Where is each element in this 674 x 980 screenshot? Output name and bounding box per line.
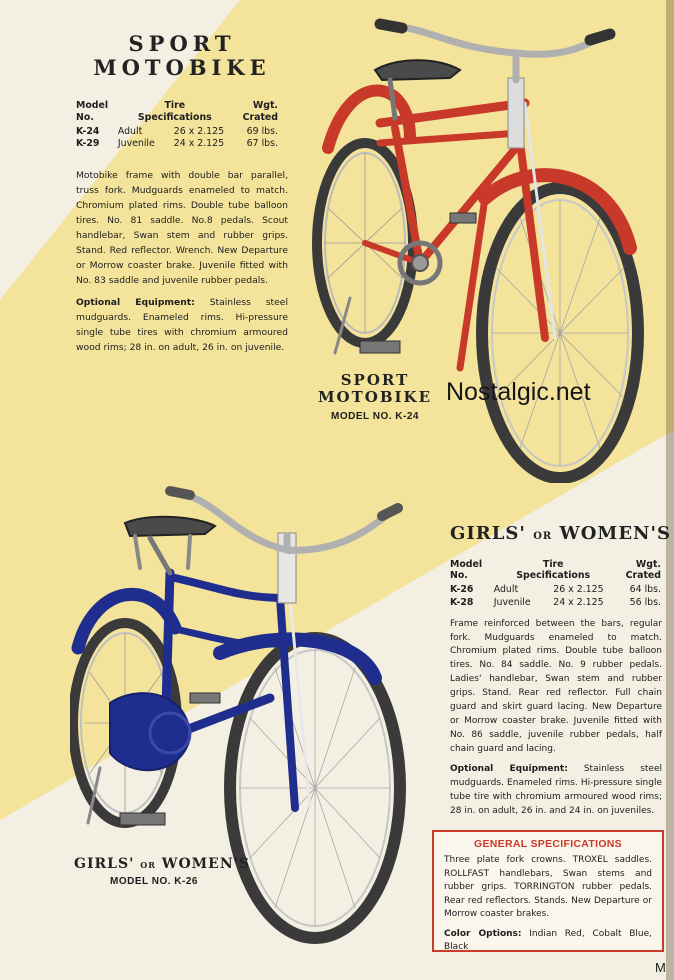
sport-optional-equipment <box>76 296 288 356</box>
girls-optional-equipment <box>450 763 662 819</box>
sport-caption <box>312 372 438 422</box>
model-type: Juvenile <box>117 138 155 150</box>
girls-spec-header-row <box>450 559 661 585</box>
table-row <box>76 138 278 151</box>
model-type: Juvenile <box>493 596 531 608</box>
table-row <box>450 584 661 597</box>
crated-weight: 67 lbs. <box>246 138 278 150</box>
sport-title-line2: MOTOBIKE <box>93 55 271 81</box>
girls-title <box>450 523 672 545</box>
table-row <box>76 126 278 139</box>
girls-title-end: WOMEN'S <box>559 523 672 544</box>
crated-weight: 64 lbs. <box>629 584 661 596</box>
model-number: K-29 <box>76 138 100 150</box>
sport-spec-table <box>76 100 278 151</box>
tire-size: 26 x 2.125 <box>173 125 225 137</box>
general-specifications-box <box>432 830 664 952</box>
girls-caption <box>74 856 251 888</box>
girls-optional-text: Stainless steel mudguards. Enameled rims. Hi-pressure single tube tire with chromium armoured wood rims; 28 in. on adult, 26 in. and 24 in. on juveniles. <box>450 763 662 816</box>
tire-size: 24 x 2.125 <box>553 596 604 608</box>
sport-caption-model: MODEL NO. K-24 <box>331 410 419 422</box>
girls-caption-title <box>74 856 251 872</box>
crated-weight: 69 lbs. <box>246 125 278 137</box>
sport-motobike-section <box>76 32 288 356</box>
girls-spec-table <box>450 559 661 610</box>
sport-header-crated: Crated <box>242 112 278 124</box>
model-number: K-24 <box>76 125 100 137</box>
sport-optional-label: Optional Equipment: <box>76 297 195 309</box>
model-number: K-26 <box>450 584 474 596</box>
girls-caption-end: WOMEN'S <box>161 856 251 872</box>
binding-edge <box>666 0 674 980</box>
corner-letter: M <box>655 960 666 975</box>
sport-caption-line1: SPORT <box>340 371 410 389</box>
sport-description: Motobike frame with double bar parallel, truss fork. Mudguards enameled to match. Chromium plated rims. Double tube balloon tires. No. 81 saddle. No.8 pedals. Scout handlebar, Swan stem and rubber grips. Stand. Red reflector. Wrench. New Departure or Morrow coaster brake. Juvenile fitted with No. 83 saddle and juvenile rubber pedals. <box>76 170 288 286</box>
girls-title-main: GIRLS' <box>450 523 526 544</box>
sport-header-specs: Specifications <box>137 112 212 124</box>
sport-header-wgt: Wgt. <box>252 100 278 112</box>
girls-header-no: No. <box>450 570 468 582</box>
color-options <box>444 928 652 955</box>
watermark-text: Nostalgic.net <box>446 378 591 406</box>
sport-header-no: No. <box>76 112 94 124</box>
sport-title-line1: SPORT <box>128 31 236 56</box>
sport-header-model: Model <box>76 100 109 112</box>
girls-caption-main: GIRLS' <box>74 856 135 872</box>
girls-description: Frame reinforced between the bars, regular fork. Mudguards enameled to match. Chromium plated rims. Double tube balloon tires. No. 84 saddle. No. 9 rubber pedals. Ladies' handlebar, Swan stem and rubber grips. Stand. Rear red reflector. Full chain guard and skirt guard lacing. New Departure or Morrow coaster brake. Juvenile fitted with No. 86 saddle, juvenile rubber pedals, half chain guard and lacing. <box>450 618 662 754</box>
model-number: K-28 <box>450 596 474 608</box>
tire-size: 24 x 2.125 <box>173 138 225 150</box>
crated-weight: 56 lbs. <box>629 596 661 608</box>
girls-optional-label: Optional Equipment: <box>450 763 568 774</box>
girls-header-tire: Tire <box>542 558 564 570</box>
color-options-text: Indian Red, Cobalt Blue, Black <box>444 928 652 952</box>
general-specifications-text: Three plate fork crowns. TROXEL saddles. ROLLFAST handlebars, Swan stems and rubber grips. TORRINGTON rubber pedals. Rear red reflectors. Stands. New Departure or Morrow coaster brakes. <box>444 855 652 919</box>
color-options-label: Color Options: <box>444 928 522 939</box>
sport-caption-line2: MOTOBIKE <box>317 388 433 407</box>
model-type: Adult <box>117 125 143 137</box>
model-type: Adult <box>493 584 519 596</box>
general-specifications-title: GENERAL SPECIFICATIONS <box>474 838 622 850</box>
girls-caption-or: OR <box>140 860 156 870</box>
sport-spec-header-row <box>76 100 278 126</box>
sport-optional-text: Stainless steel mudguards. Enameled rims. Hi-pressure single tube tires with chromium armoured wood rims; 28 in. on adult, 26 in. on juvenile. <box>76 297 289 354</box>
girls-header-crated: Crated <box>625 570 661 582</box>
sport-header-tire: Tire <box>164 100 186 112</box>
girls-title-or: OR <box>533 531 553 542</box>
girls-header-specs: Specifications <box>516 570 591 582</box>
girls-caption-model: MODEL NO. K-26 <box>110 876 198 888</box>
tire-size: 26 x 2.125 <box>553 584 604 596</box>
girls-header-model: Model <box>450 558 483 570</box>
girls-header-wgt: Wgt. <box>635 558 661 570</box>
table-row <box>450 597 661 610</box>
girls-section <box>450 523 672 819</box>
